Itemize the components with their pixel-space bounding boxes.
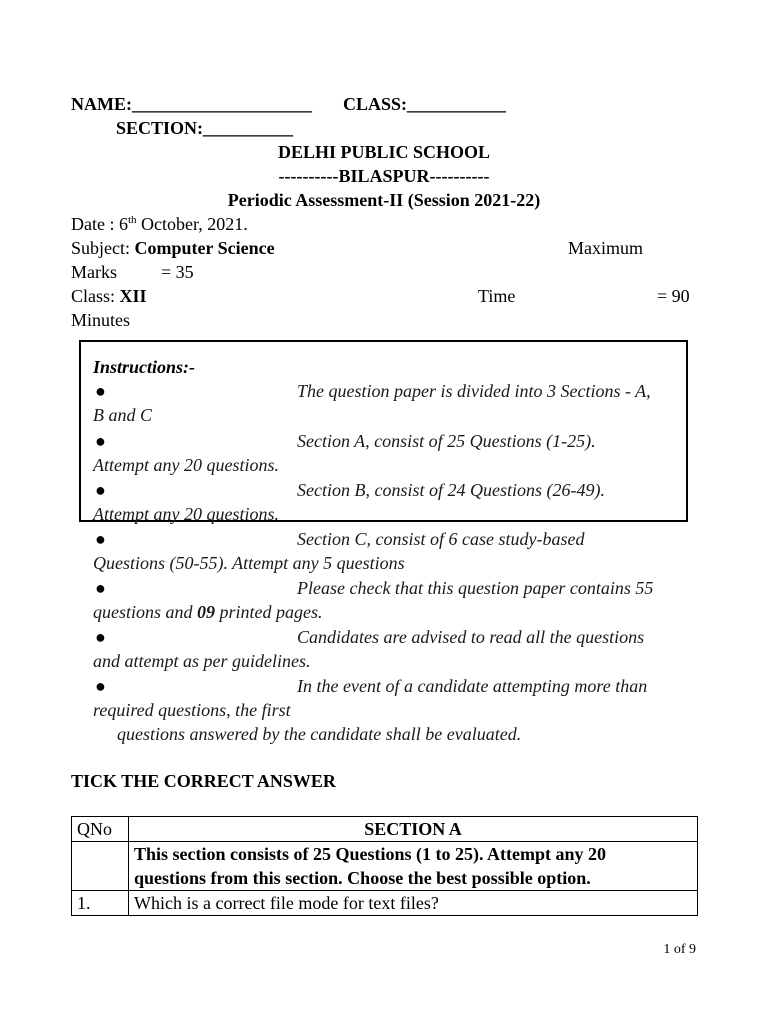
instruction-7-cont: required questions, the first [93,700,291,720]
question-text: Which is a correct file mode for text files? [129,891,698,916]
section-a-table [71,816,698,916]
minutes-label: Minutes [71,310,131,330]
class-field-label: CLASS:___________ [343,94,507,114]
section-note: This section consists of 25 Questions (1 to 25). Attempt any 20 questions from this section. Choose the best possible option. [129,842,698,891]
school-city: ----------BILASPUR---------- [278,166,490,186]
instruction-3: Section B, consist of 24 Questions (26-49). [297,480,605,500]
bullet-icon: ● [95,480,106,500]
maximum-label: Maximum [568,238,643,258]
instruction-1-cont: B and C [93,405,153,425]
bullet-icon: ● [95,381,106,401]
table-header-row [72,817,698,842]
subject-line: Subject: Computer Science [71,238,275,258]
instructions-title: Instructions:- [93,357,196,377]
table-row [72,891,698,916]
empty-cell [72,842,129,891]
instruction-2: Section A, consist of 25 Questions (1-25). [297,431,596,451]
section-field-label: SECTION:__________ [116,118,294,138]
class-line: Class: XII [71,286,147,306]
bullet-icon: ● [95,676,106,696]
instruction-6-cont: and attempt as per guidelines. [93,651,311,671]
instruction-5: Please check that this question paper contains 55 [297,578,654,598]
bullet-icon: ● [95,627,106,647]
marks-value: = 35 [161,262,194,282]
instruction-1: The question paper is divided into 3 Sections - A, [297,381,651,401]
instruction-4-cont: Questions (50-55). Attempt any 5 questions [93,553,405,573]
time-label: Time [478,286,516,306]
bullet-icon: ● [95,578,106,598]
school-name: DELHI PUBLIC SCHOOL [277,142,491,162]
section-a-header: SECTION A [129,817,698,842]
time-value: = 90 [657,286,690,306]
instruction-5-cont: questions and 09 printed pages. [93,602,323,622]
name-field-label: NAME:____________________ [71,94,312,114]
marks-label: Marks [71,262,117,282]
instruction-7-cont2: questions answered by the candidate shall be evaluated. [117,724,522,744]
bullet-icon: ● [95,431,106,451]
qno-header: QNo [72,817,129,842]
table-row [72,842,698,891]
page-number: 1 of 9 [663,942,696,957]
instruction-6: Candidates are advised to read all the questions [297,627,645,647]
tick-answer-heading: TICK THE CORRECT ANSWER [71,771,336,791]
exam-title: Periodic Assessment-II (Session 2021-22) [227,190,541,210]
exam-date: Date : 6th October, 2021. [71,214,248,234]
instruction-4: Section C, consist of 6 case study-based [297,529,585,549]
question-number: 1. [72,891,129,916]
instruction-2-cont: Attempt any 20 questions. [93,455,279,475]
bullet-icon: ● [95,529,106,549]
instruction-7: In the event of a candidate attempting more than [297,676,648,696]
instruction-3-cont: Attempt any 20 questions. [93,504,279,524]
